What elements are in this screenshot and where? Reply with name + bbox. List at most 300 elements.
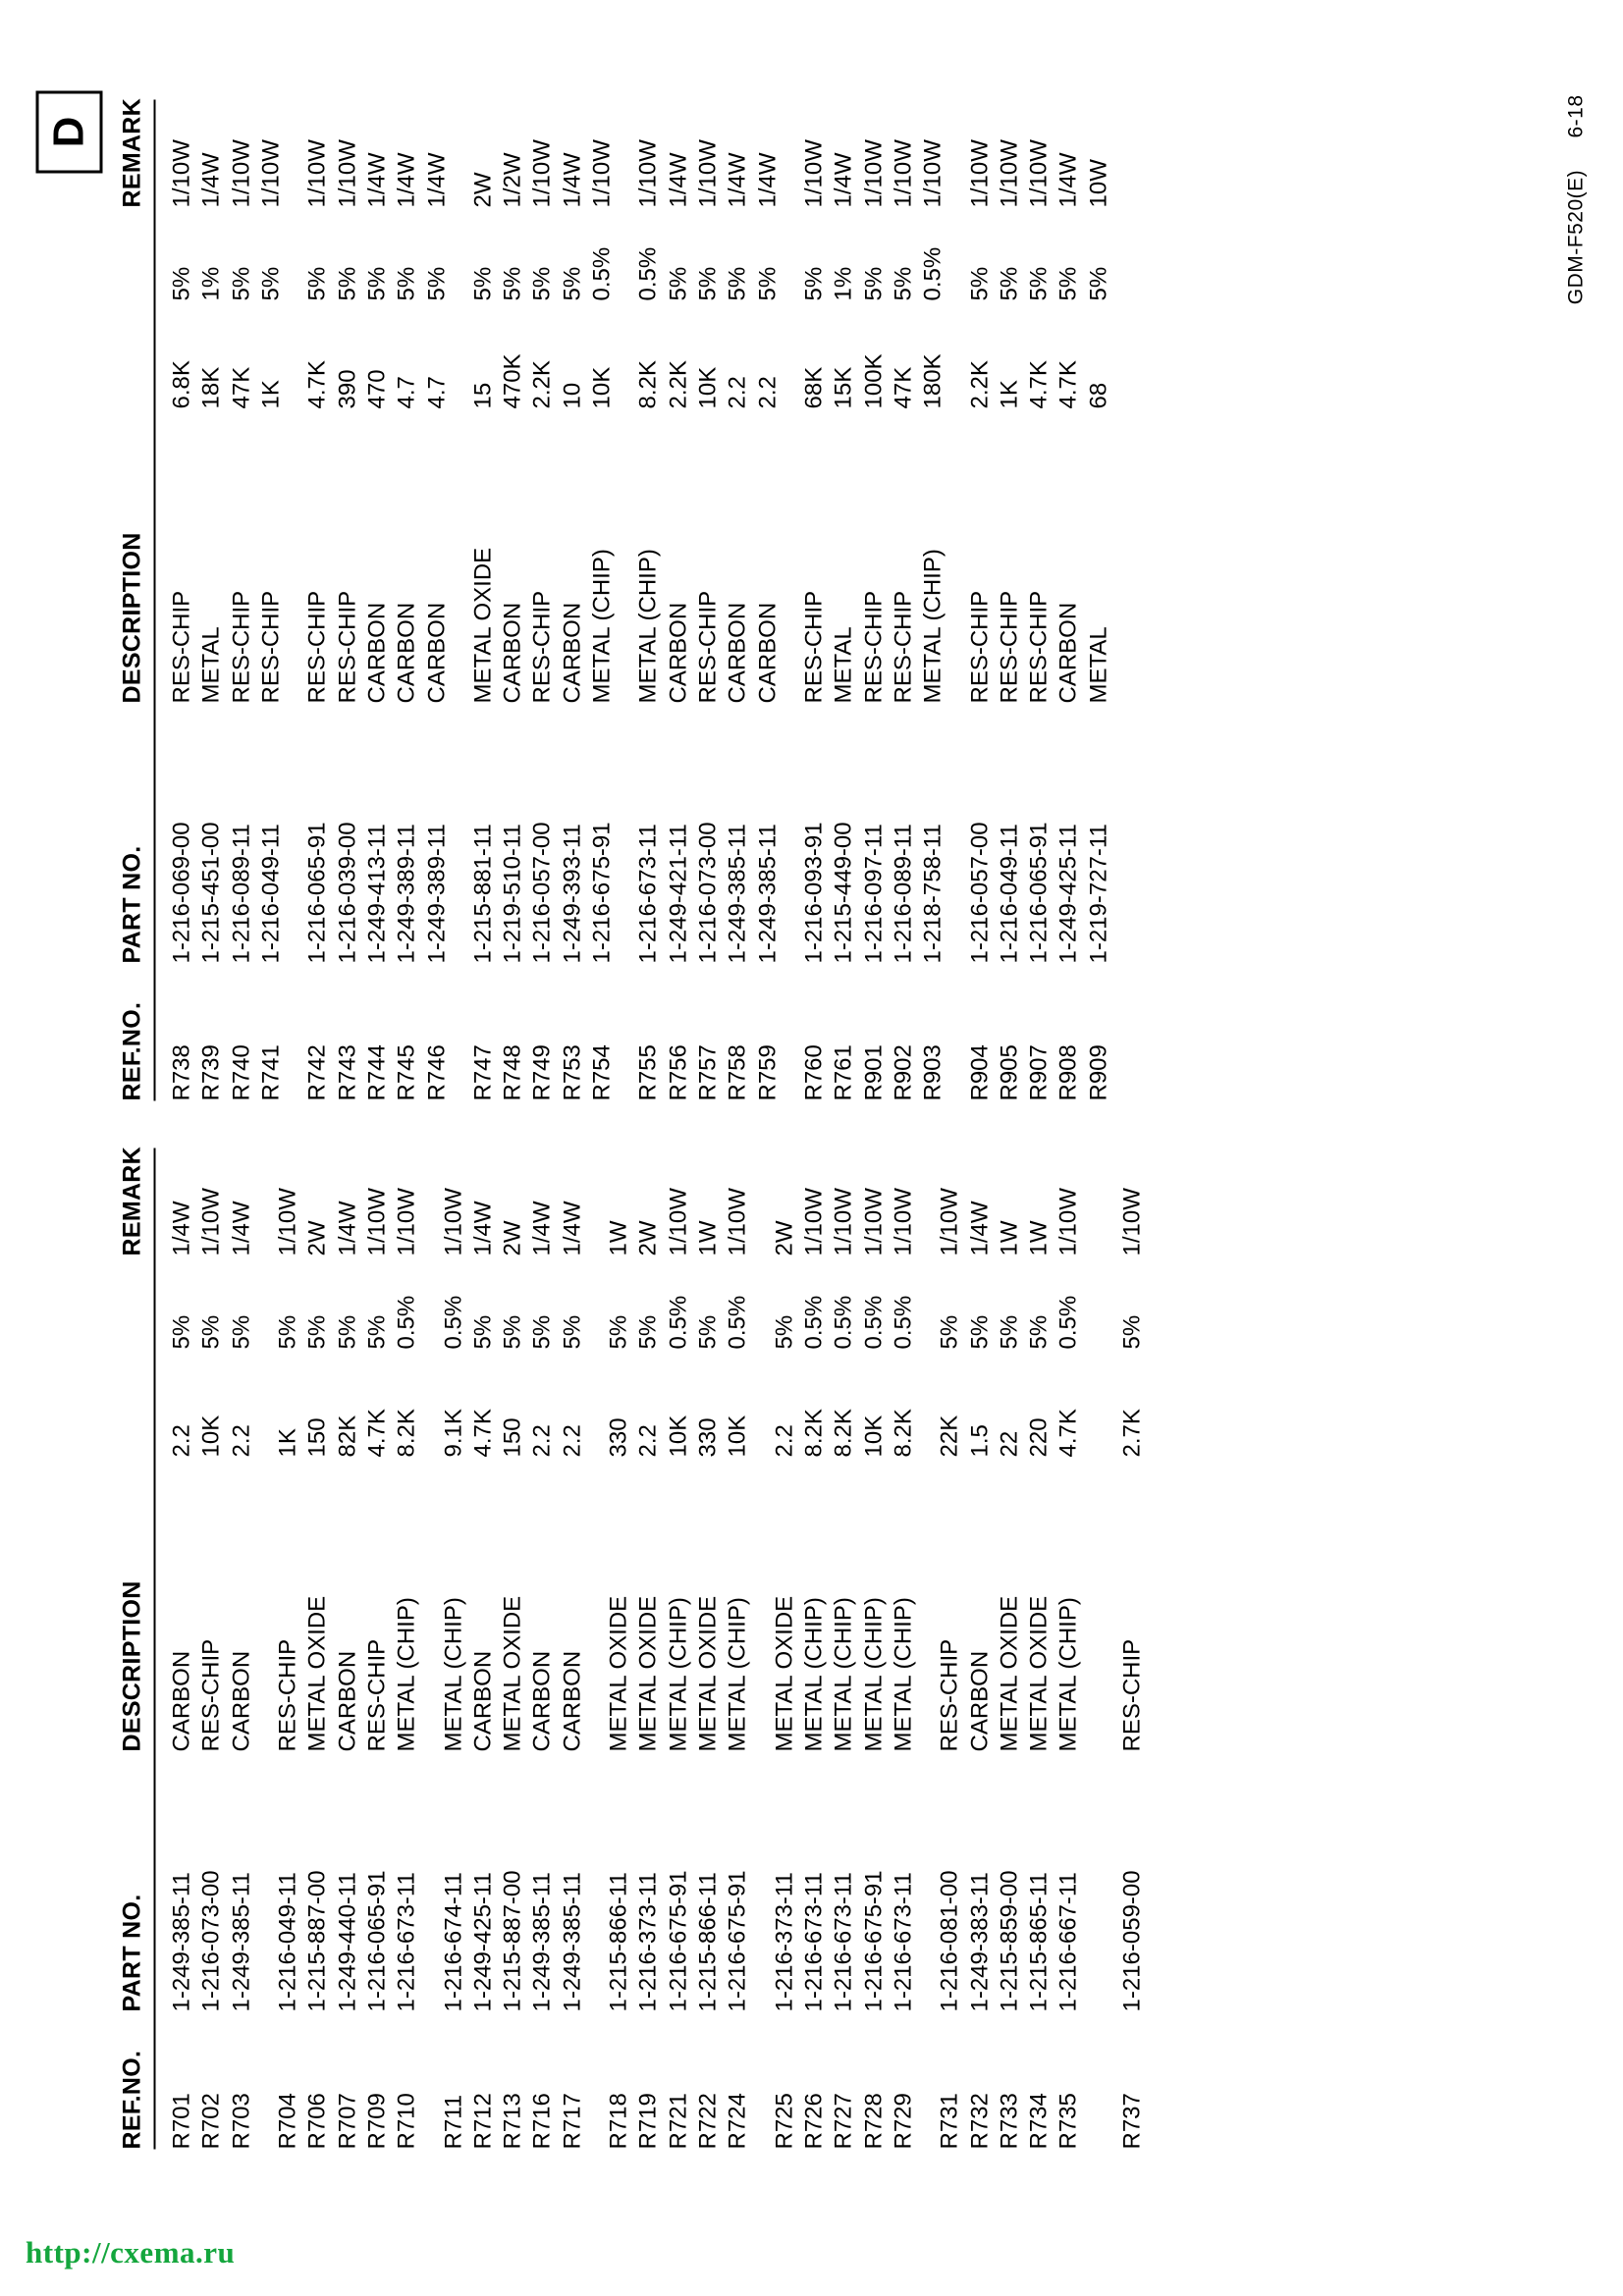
cell-remark: 1/10W: [965, 138, 993, 207]
table-row: [753, 99, 783, 1100]
cell-part-no: 1-216-069-00: [168, 821, 194, 963]
cell-remark: 1/4W: [528, 1200, 556, 1255]
cell-tolerance: 5%: [197, 1314, 225, 1349]
cell-tolerance: 5%: [694, 1314, 721, 1349]
cell-value: 2.2: [558, 1423, 585, 1457]
column-header-remark: REMARK: [118, 97, 145, 207]
cell-remark: 1W: [605, 1220, 632, 1255]
cell-remark: 1/4W: [468, 1200, 496, 1255]
cell-remark: 1/4W: [362, 151, 390, 207]
cell-remark: 1/4W: [1055, 151, 1082, 207]
cell-ref: R710: [393, 2092, 420, 2149]
cell-value: 22: [995, 1430, 1022, 1457]
cell-ref: R755: [634, 1043, 662, 1100]
table-row: [799, 1148, 829, 2149]
cell-remark: 2W: [770, 1220, 797, 1255]
cell-tolerance: 5%: [362, 1314, 390, 1349]
parts-table-left: [118, 1148, 1147, 2149]
table-row: [227, 1148, 256, 2149]
cell-remark: 2W: [303, 1220, 331, 1255]
cell-ref: R709: [362, 2092, 390, 2149]
cell-remark: 1/10W: [724, 1187, 751, 1255]
cell-ref: R761: [830, 1043, 857, 1100]
cell-part-no: 1-216-673-11: [634, 823, 662, 963]
table-row: [633, 99, 663, 1100]
cell-value: 6.8K: [168, 359, 194, 408]
cell-remark: 1/10W: [303, 138, 331, 207]
cell-ref: R902: [889, 1043, 916, 1100]
cell-tolerance: 5%: [422, 266, 450, 300]
cell-description: CARBON: [724, 602, 751, 703]
cell-value: 1K: [256, 379, 284, 408]
cell-value: 470: [362, 368, 390, 408]
table-row: [859, 1148, 889, 2149]
cell-part-no: 1-216-089-11: [227, 823, 254, 963]
cell-remark: 1/10W: [168, 138, 194, 207]
cell-remark: 1/10W: [362, 1187, 390, 1255]
cell-tolerance: 5%: [168, 266, 194, 300]
table-row: [770, 1148, 799, 2149]
table-row: [829, 1148, 858, 2149]
cell-description: RES-CHIP: [694, 590, 721, 703]
cell-value: 4.7K: [1055, 1408, 1082, 1457]
cell-description: METAL OXIDE: [634, 1595, 662, 1751]
cell-part-no: 1-249-421-11: [664, 823, 691, 963]
cell-description: RES-CHIP: [936, 1638, 963, 1751]
model-number: GDM-F520(E): [1564, 169, 1587, 304]
cell-ref: R905: [995, 1043, 1022, 1100]
table-row: [498, 99, 527, 1100]
cell-description: METAL (CHIP): [1055, 1596, 1082, 1751]
cell-part-no: 1-215-859-00: [995, 1869, 1022, 2011]
cell-ref: R743: [333, 1043, 360, 1100]
column-header-remark: REMARK: [118, 1146, 145, 1255]
cell-ref: R713: [499, 2092, 526, 2149]
cell-value: 10K: [859, 1415, 887, 1457]
cell-description: METAL OXIDE: [605, 1595, 632, 1751]
cell-value: 4.7K: [1025, 359, 1053, 408]
cell-remark: 1/4W: [333, 1200, 360, 1255]
cell-tolerance: 5%: [634, 1314, 662, 1349]
cell-tolerance: 0.5%: [724, 1295, 751, 1349]
cell-ref: R728: [859, 2092, 887, 2149]
cell-description: RES-CHIP: [528, 590, 556, 703]
table-row: [196, 1148, 226, 2149]
cell-ref: R747: [468, 1043, 496, 1100]
table-row: [422, 99, 452, 1100]
cell-ref: R741: [256, 1043, 284, 1100]
cell-description: CARBON: [499, 602, 526, 703]
cell-remark: 1/4W: [558, 151, 585, 207]
cell-part-no: 1-216-674-11: [439, 1871, 466, 2011]
cell-tolerance: 5%: [799, 266, 827, 300]
cell-tolerance: 5%: [168, 1314, 194, 1349]
cell-description: METAL OXIDE: [468, 547, 496, 703]
cell-ref: R757: [694, 1043, 721, 1100]
cell-remark: 1/10W: [197, 1187, 225, 1255]
table-row: [527, 1148, 557, 2149]
cell-description: METAL OXIDE: [1025, 1595, 1053, 1751]
cell-description: RES-CHIP: [227, 590, 254, 703]
cell-part-no: 1-215-887-00: [499, 1869, 526, 2011]
cell-remark: 1/10W: [393, 1187, 420, 1255]
cell-part-no: 1-215-866-11: [605, 1871, 632, 2011]
cell-value: 390: [333, 368, 360, 408]
cell-value: 4.7: [393, 375, 420, 408]
cell-ref: R760: [799, 1043, 827, 1100]
cell-description: METAL OXIDE: [499, 1595, 526, 1751]
cell-value: 2.2: [168, 1423, 194, 1457]
cell-description: CARBON: [528, 1650, 556, 1751]
cell-value: 68K: [799, 366, 827, 408]
table-row: [527, 99, 557, 1100]
cell-part-no: 1-249-385-11: [558, 1871, 585, 2011]
table-row: [1084, 99, 1113, 1100]
cell-remark: 1/10W: [859, 138, 887, 207]
cell-remark: 1/10W: [588, 138, 616, 207]
cell-value: 8.2K: [634, 359, 662, 408]
cell-description: CARBON: [362, 602, 390, 703]
table-row: [693, 99, 723, 1100]
cell-description: RES-CHIP: [362, 1638, 390, 1751]
cell-tolerance: 0.5%: [830, 1295, 857, 1349]
cell-ref: R733: [995, 2092, 1022, 2149]
cell-value: 1.5: [965, 1423, 993, 1457]
cell-part-no: 1-216-673-11: [799, 1871, 827, 2011]
cell-ref: R909: [1084, 1043, 1111, 1100]
cell-ref: R908: [1055, 1043, 1082, 1100]
cell-remark: 1/10W: [830, 1187, 857, 1255]
cell-tolerance: 0.5%: [859, 1295, 887, 1349]
cell-ref: R706: [303, 2092, 331, 2149]
cell-description: CARBON: [664, 602, 691, 703]
table-row: [392, 1148, 421, 2149]
cell-value: 8.2K: [889, 1408, 916, 1457]
cell-tolerance: 5%: [965, 1314, 993, 1349]
cell-tolerance: 0.5%: [919, 246, 947, 300]
cell-value: 1K: [273, 1427, 300, 1457]
cell-part-no: 1-249-385-11: [724, 823, 751, 963]
cell-remark: 1/10W: [664, 1187, 691, 1255]
cell-description: METAL (CHIP): [919, 548, 947, 703]
cell-ref: R744: [362, 1043, 390, 1100]
cell-value: 2.2K: [528, 359, 556, 408]
cell-tolerance: 5%: [256, 266, 284, 300]
cell-ref: R722: [694, 2092, 721, 2149]
cell-value: 8.2K: [393, 1408, 420, 1457]
cell-value: 22K: [936, 1415, 963, 1457]
cell-part-no: 1-216-065-91: [303, 821, 331, 963]
cell-description: METAL (CHIP): [664, 1596, 691, 1751]
cell-remark: 1/10W: [1025, 138, 1053, 207]
cell-part-no: 1-249-385-11: [753, 823, 781, 963]
cell-remark: 1/10W: [919, 138, 947, 207]
table-row: [1024, 99, 1054, 1100]
cell-tolerance: 0.5%: [439, 1295, 466, 1349]
cell-description: RES-CHIP: [1117, 1638, 1145, 1751]
cell-part-no: 1-216-049-11: [273, 1871, 300, 2011]
cell-remark: 1/10W: [256, 138, 284, 207]
cell-description: RES-CHIP: [859, 590, 887, 703]
cell-value: 2.2: [753, 375, 781, 408]
cell-value: 4.7K: [362, 1408, 390, 1457]
cell-ref: R739: [197, 1043, 225, 1100]
cell-tolerance: 0.5%: [889, 1295, 916, 1349]
cell-remark: 1/10W: [859, 1187, 887, 1255]
parts-table-right-wrapper: [118, 97, 1147, 1148]
cell-remark: 1/10W: [634, 138, 662, 207]
column-header-part: PART NO.: [118, 1894, 145, 2011]
cell-value: 47K: [889, 366, 916, 408]
cell-remark: 1W: [995, 1220, 1022, 1255]
cell-ref: R904: [965, 1043, 993, 1100]
cell-value: 470K: [499, 352, 526, 408]
cell-tolerance: 5%: [995, 1314, 1022, 1349]
cell-part-no: 1-216-675-91: [588, 821, 616, 963]
cell-description: CARBON: [333, 1650, 360, 1751]
table-row: [167, 99, 196, 1100]
table-header-row: [118, 99, 154, 1100]
cell-part-no: 1-249-385-11: [227, 1871, 254, 2011]
cell-description: CARBON: [1055, 602, 1082, 703]
table-row: [633, 1148, 663, 2149]
cell-description: RES-CHIP: [197, 1638, 225, 1751]
cell-remark: 1/4W: [393, 151, 420, 207]
cell-description: METAL (CHIP): [799, 1596, 827, 1751]
table-row: [333, 99, 362, 1100]
cell-ref: R704: [273, 2092, 300, 2149]
cell-remark: 1/4W: [753, 151, 781, 207]
cell-remark: 1/10W: [1055, 1187, 1082, 1255]
cell-ref: R735: [1055, 2092, 1082, 2149]
watermark-url: http://cxema.ru: [26, 2235, 236, 2269]
table-row: [859, 99, 889, 1100]
cell-part-no: 1-215-451-00: [197, 821, 225, 963]
table-row: [439, 1148, 468, 2149]
cell-ref: R745: [393, 1043, 420, 1100]
cell-tolerance: 5%: [859, 266, 887, 300]
cell-tolerance: 5%: [362, 266, 390, 300]
table-row: [392, 99, 421, 1100]
table-row: [664, 1148, 693, 2149]
cell-remark: 1/10W: [889, 138, 916, 207]
cell-part-no: 1-216-673-11: [830, 1871, 857, 2011]
cell-remark: 1W: [1025, 1220, 1053, 1255]
cell-description: RES-CHIP: [256, 590, 284, 703]
cell-ref: R901: [859, 1043, 887, 1100]
table-row: [302, 1148, 332, 2149]
cell-tolerance: 0.5%: [588, 246, 616, 300]
cell-tolerance: 5%: [664, 266, 691, 300]
parts-table-left-body: [154, 1148, 1147, 2149]
cell-part-no: 1-249-385-11: [528, 1871, 556, 2011]
cell-tolerance: 5%: [558, 1314, 585, 1349]
cell-value: 330: [694, 1416, 721, 1457]
cell-tolerance: 1%: [830, 266, 857, 300]
cell-part-no: 1-216-089-11: [889, 823, 916, 963]
cell-description: METAL: [197, 625, 225, 703]
cell-description: CARBON: [468, 1650, 496, 1751]
cell-part-no: 1-216-673-11: [393, 1871, 420, 2011]
cell-part-no: 1-249-440-11: [333, 1871, 360, 2011]
cell-remark: 1/10W: [936, 1187, 963, 1255]
parts-table-right: [118, 99, 1113, 1100]
cell-tolerance: 5%: [1025, 266, 1053, 300]
column-header-value: [118, 1349, 154, 1457]
cell-tolerance: 5%: [468, 266, 496, 300]
cell-value: 1K: [995, 379, 1022, 408]
cell-part-no: 1-216-049-11: [256, 823, 284, 963]
cell-part-no: 1-216-057-00: [965, 821, 993, 963]
cell-ref: R754: [588, 1043, 616, 1100]
cell-part-no: 1-249-383-11: [965, 1871, 993, 2011]
cell-tolerance: 0.5%: [799, 1295, 827, 1349]
cell-value: 10: [558, 382, 585, 408]
cell-tolerance: 5%: [273, 1314, 300, 1349]
cell-ref: R758: [724, 1043, 751, 1100]
table-row: [889, 1148, 918, 2149]
cell-description: METAL (CHIP): [439, 1596, 466, 1751]
cell-ref: R707: [333, 2092, 360, 2149]
cell-value: 2.2: [528, 1423, 556, 1457]
cell-remark: 1/10W: [528, 138, 556, 207]
cell-tolerance: 5%: [499, 1314, 526, 1349]
cell-description: METAL (CHIP): [724, 1596, 751, 1751]
cell-description: METAL OXIDE: [694, 1595, 721, 1751]
cell-ref: R729: [889, 2092, 916, 2149]
cell-remark: 1/10W: [995, 138, 1022, 207]
table-row: [362, 99, 392, 1100]
cell-part-no: 1-249-389-11: [422, 823, 450, 963]
page-number: 6-18: [1564, 94, 1587, 138]
cell-ref: R753: [558, 1043, 585, 1100]
parts-list-tables: [118, 97, 1147, 2149]
column-header-ref: REF.NO.: [118, 2050, 145, 2149]
table-row: [604, 1148, 633, 2149]
cell-ref: R738: [168, 1043, 194, 1100]
cell-description: RES-CHIP: [889, 590, 916, 703]
cell-ref: R907: [1025, 1043, 1053, 1100]
cell-remark: 1/10W: [1117, 1187, 1145, 1255]
cell-value: 4.7: [422, 375, 450, 408]
cell-ref: R746: [422, 1043, 450, 1100]
cell-part-no: 1-216-065-91: [1025, 821, 1053, 963]
cell-value: 10K: [664, 1415, 691, 1457]
cell-ref: R702: [197, 2092, 225, 2149]
cell-ref: R712: [468, 2092, 496, 2149]
cell-remark: 2W: [468, 172, 496, 207]
cell-remark: 1/4W: [227, 1200, 254, 1255]
table-row: [693, 1148, 723, 2149]
table-row: [302, 99, 332, 1100]
column-header-description: DESCRIPTION: [118, 1579, 145, 1751]
cell-value: 4.7K: [1055, 359, 1082, 408]
cell-value: 10K: [588, 366, 616, 408]
cell-part-no: 1-216-373-11: [770, 1871, 797, 2011]
table-row: [935, 1148, 964, 2149]
table-row: [498, 1148, 527, 2149]
table-row: [1117, 1148, 1147, 2149]
table-row: [362, 1148, 392, 2149]
cell-description: RES-CHIP: [965, 590, 993, 703]
cell-part-no: 1-215-449-00: [830, 821, 857, 963]
cell-description: RES-CHIP: [273, 1638, 300, 1751]
cell-value: 2.2K: [965, 359, 993, 408]
cell-description: METAL: [1084, 625, 1111, 703]
cell-tolerance: 5%: [753, 266, 781, 300]
cell-description: RES-CHIP: [168, 590, 194, 703]
cell-part-no: 1-216-057-00: [528, 821, 556, 963]
cell-part-no: 1-216-675-91: [724, 1869, 751, 2011]
table-row: [965, 1148, 995, 2149]
cell-remark: 1/10W: [694, 138, 721, 207]
table-row: [1024, 1148, 1054, 2149]
cell-value: 47K: [227, 366, 254, 408]
cell-tolerance: 5%: [1025, 1314, 1053, 1349]
cell-ref: R732: [965, 2092, 993, 2149]
cell-value: 2.2: [227, 1423, 254, 1457]
table-row: [256, 99, 286, 1100]
cell-remark: 2W: [634, 1220, 662, 1255]
cell-description: METAL OXIDE: [995, 1595, 1022, 1751]
cell-tolerance: 0.5%: [393, 1295, 420, 1349]
cell-description: CARBON: [227, 1650, 254, 1751]
section-letter-badge: D: [35, 90, 102, 173]
cell-value: 15: [468, 382, 496, 408]
cell-remark: 1/4W: [168, 1200, 194, 1255]
cell-part-no: 1-216-081-00: [936, 1869, 963, 2011]
parts-table-right-body: [154, 99, 1113, 1100]
cell-part-no: 1-216-039-00: [333, 821, 360, 963]
cell-remark: 1/4W: [422, 151, 450, 207]
cell-tolerance: 5%: [528, 266, 556, 300]
cell-value: 2.2: [770, 1423, 797, 1457]
cell-tolerance: 5%: [303, 266, 331, 300]
table-row: [723, 1148, 752, 2149]
table-row: [167, 1148, 196, 2149]
column-header-ref: REF.NO.: [118, 1001, 145, 1100]
cell-part-no: 1-249-393-11: [558, 823, 585, 963]
cell-part-no: 1-216-673-11: [889, 1871, 916, 2011]
table-row: [965, 99, 995, 1100]
cell-part-no: 1-216-049-11: [995, 823, 1022, 963]
cell-part-no: 1-215-866-11: [694, 1871, 721, 2011]
cell-tolerance: 5%: [1117, 1314, 1145, 1349]
cell-tolerance: 5%: [333, 266, 360, 300]
cell-ref: R759: [753, 1043, 781, 1100]
cell-remark: 1/4W: [197, 151, 225, 207]
cell-value: 18K: [197, 366, 225, 408]
cell-remark: 1/10W: [333, 138, 360, 207]
cell-part-no: 1-249-385-11: [168, 1871, 194, 2011]
cell-part-no: 1-249-425-11: [468, 1871, 496, 2011]
cell-tolerance: 1%: [197, 266, 225, 300]
cell-part-no: 1-218-758-11: [919, 823, 947, 963]
cell-tolerance: 5%: [558, 266, 585, 300]
cell-remark: 1W: [694, 1220, 721, 1255]
table-row: [587, 99, 617, 1100]
cell-part-no: 1-215-881-11: [468, 823, 496, 963]
cell-ref: R721: [664, 2092, 691, 2149]
cell-description: METAL OXIDE: [303, 1595, 331, 1751]
cell-description: METAL (CHIP): [830, 1596, 857, 1751]
cell-ref: R756: [664, 1043, 691, 1100]
cell-tolerance: 5%: [528, 1314, 556, 1349]
cell-tolerance: 5%: [303, 1314, 331, 1349]
cell-value: 2.2: [724, 375, 751, 408]
cell-tolerance: 5%: [605, 1314, 632, 1349]
cell-description: RES-CHIP: [1025, 590, 1053, 703]
